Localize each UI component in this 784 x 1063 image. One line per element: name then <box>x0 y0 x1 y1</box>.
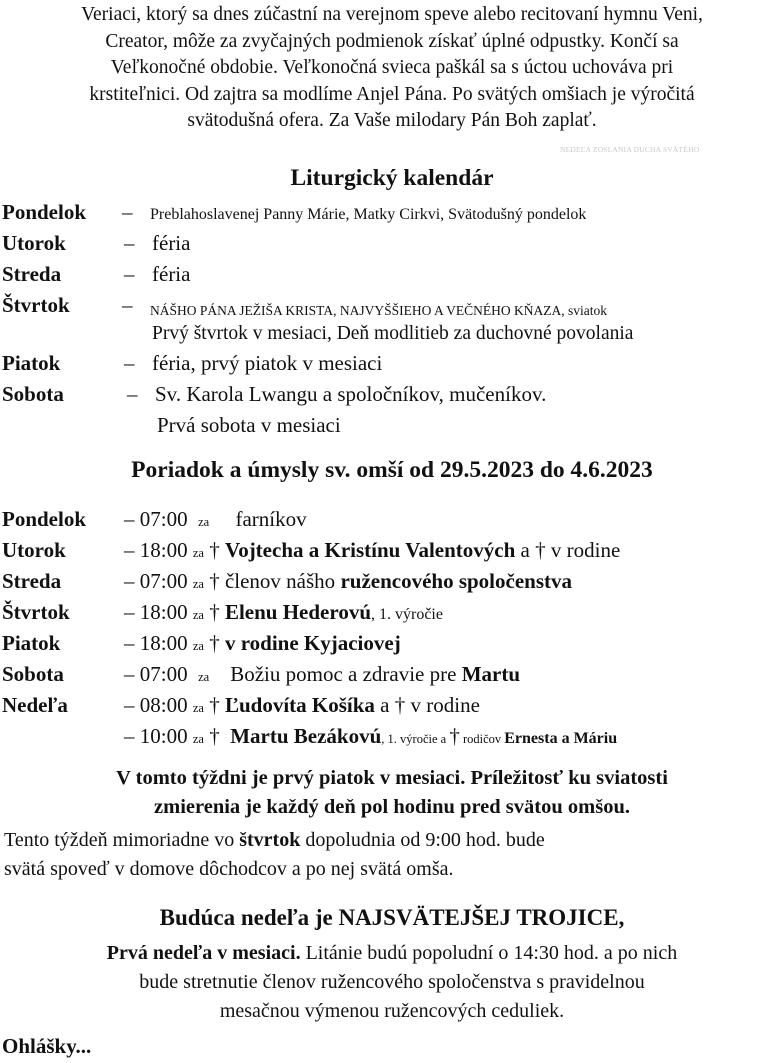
mass-day: Štvrtok <box>2 600 70 624</box>
detail-text: Tento týždeň mimoriadne vo <box>4 829 240 851</box>
mass-day: Nedeľa <box>2 693 68 717</box>
detail-text: svätá spoveď v domove dôchodcov a po nej svätá omša. <box>4 858 454 880</box>
cross-symbol: † <box>209 569 220 593</box>
mass-za: za <box>192 701 204 715</box>
mass-intention-extra: v rodine <box>405 693 480 717</box>
mass-time: 07:00 <box>139 569 188 593</box>
mass-intention: Božiu pomoc a zdravie pre <box>230 662 462 686</box>
calendar-day: Pondelok <box>2 200 87 224</box>
mass-intention: Elenu Hederovú <box>224 600 371 624</box>
mass-day: Streda <box>2 569 62 593</box>
mass-intention-extra: , 1. výročie <box>371 606 443 623</box>
mass-za: za <box>192 546 204 560</box>
mass-dash: – <box>124 600 135 624</box>
mass-time: 07:00 <box>139 507 188 531</box>
mass-dash: – <box>124 569 135 593</box>
mass-time: 18:00 <box>139 631 188 655</box>
mass-intention-extra: rodičov <box>459 732 505 746</box>
next-bold: Prvá nedeľa v mesiaci. <box>106 942 301 964</box>
mass-intention: Martu Bezákovú <box>230 724 382 748</box>
calendar-text-line2: Prvý štvrtok v mesiaci, Deň modlitieb za duchovné povolania <box>152 323 634 344</box>
calendar-day: Sobota <box>2 382 64 406</box>
mass-time: 10:00 <box>139 724 188 748</box>
mass-time: 18:00 <box>139 538 188 562</box>
confession-detail <box>4 826 780 884</box>
next-text: Litánie budú popoludní o 14:30 hod. a po nich <box>300 942 678 964</box>
calendar-text-line2: Prvá sobota v mesiaci <box>157 413 341 437</box>
mass-dash: – <box>124 724 135 748</box>
next-sunday-heading: Budúca nedeľa je NAJSVÄTEJŠEJ TROJICE, <box>159 905 625 930</box>
mass-intention-extra: v rodine <box>545 538 621 562</box>
mass-dash: – <box>124 631 135 655</box>
calendar-day: Streda <box>2 262 62 286</box>
mass-intention-extra: a <box>374 693 395 717</box>
mass-intention-bold: Martu <box>461 662 521 686</box>
mass-za: za <box>192 608 204 622</box>
mass-intention: v rodine Kyjaciovej <box>224 631 401 655</box>
detail-text: dopoludnia od 9:00 hod. bude <box>300 829 545 851</box>
cross-symbol: † <box>209 724 220 748</box>
mass-za: za <box>192 732 204 746</box>
next-sunday-text <box>4 939 780 1026</box>
cross-symbol: † <box>394 693 406 717</box>
calendar-dash: – <box>127 382 138 406</box>
calendar-text: Sv. Karola Lwangu a spoločníkov, mučeníkov. <box>155 382 547 406</box>
confession-notice <box>4 764 780 822</box>
mass-time: 07:00 <box>139 662 188 686</box>
calendar-title: Liturgický kalendár <box>290 165 494 191</box>
mass-za: za <box>198 670 210 684</box>
calendar-text: NÁŠHO PÁNA JEŽIŠA KRISTA, NAJVYŠŠIEHO A VEČNÉHO KŇAZA <box>150 303 562 318</box>
cross-symbol: † <box>209 693 220 717</box>
notice-line: V tomto týždni je prvý piatok v mesiaci. Príležitosť ku sviatosti <box>116 767 668 789</box>
mass-dash: – <box>124 693 135 717</box>
calendar-day: Utorok <box>2 231 66 255</box>
calendar-dash: – <box>124 351 135 375</box>
mass-intention-extra: a <box>515 538 536 562</box>
intro-paragraph <box>4 2 780 135</box>
detail-bold: štvrtok <box>239 829 301 851</box>
cross-symbol: † <box>449 724 460 748</box>
mass-day: Utorok <box>2 538 66 562</box>
calendar-dash: – <box>122 293 133 317</box>
calendar-suffix: , sviatok <box>561 303 607 318</box>
cross-symbol: † <box>535 538 546 562</box>
intro-line: Veriaci, ktorý sa dnes zúčastní na verejnom speve alebo recitovaní hymnu Veni, <box>81 4 703 25</box>
next-text: mesačnou výmenou ružencových ceduliek. <box>219 1000 565 1022</box>
announcements-footer: Ohlášky... <box>2 1034 92 1058</box>
mass-dash: – <box>124 507 135 531</box>
cross-symbol: † <box>209 600 220 624</box>
mass-day: Piatok <box>2 631 61 655</box>
calendar-text: féria, prvý piatok v mesiaci <box>152 351 383 375</box>
mass-intention-bold: Ernesta a Máriu <box>504 730 618 747</box>
mass-time: 08:00 <box>139 693 188 717</box>
mass-intention: farníkov <box>235 507 307 531</box>
intro-line: Veľkonočné obdobie. Veľkonočná svieca paškál sa s úctou uchováva pri <box>110 57 674 78</box>
calendar-text: Preblahoslavenej Panny Márie, Matky Cirkvi, Svätodušný pondelok <box>150 206 587 223</box>
watermark-text: NEDEĽA ZOSLANIA DUCHA SVÄTÉHO <box>560 145 700 154</box>
mass-intention-bold: ružencového spoločenstva <box>340 569 573 593</box>
notice-line: zmierenia je každý deň pol hodinu pred svätou omšou. <box>154 796 630 818</box>
mass-schedule-title: Poriadok a úmysly sv. omší od 29.5.2023 do 4.6.2023 <box>131 457 653 483</box>
intro-line: Creator, môže za zvyčajných podmienok získať úplné odpustky. Končí sa <box>105 30 679 52</box>
calendar-dash: – <box>122 200 133 224</box>
cross-symbol: † <box>209 631 220 655</box>
mass-za: za <box>192 639 204 653</box>
calendar-dash: – <box>124 262 135 286</box>
calendar-day: Piatok <box>2 351 61 375</box>
mass-intention: členov nášho <box>219 569 341 593</box>
mass-time: 18:00 <box>139 600 188 624</box>
calendar-text: féria <box>152 262 191 286</box>
mass-day: Sobota <box>2 662 64 686</box>
intro-line: krstiteľnici. Od zajtra sa modlíme Anjel Pána. Po svätých omšiach je výročitá <box>89 83 695 105</box>
mass-za: za <box>198 515 210 529</box>
mass-intention: Vojtecha a Kristínu Valentových <box>224 538 516 562</box>
mass-dash: – <box>124 662 135 686</box>
mass-day: Pondelok <box>2 507 87 531</box>
mass-dash: – <box>124 538 135 562</box>
cross-symbol: † <box>209 538 220 562</box>
calendar-text: féria <box>152 231 191 255</box>
calendar-day: Štvrtok <box>2 293 70 317</box>
mass-intention-extra: , 1. výročie a <box>381 732 450 746</box>
next-text: bude stretnutie členov ružencového spoločenstva s pravidelnou <box>139 971 645 993</box>
mass-za: za <box>192 577 204 591</box>
intro-line: svätodušná ofera. Za Vaše milodary Pán Boh zaplať. <box>187 110 597 131</box>
mass-intention: Ľudovíta Košíka <box>224 693 375 717</box>
calendar-dash: – <box>124 231 135 255</box>
